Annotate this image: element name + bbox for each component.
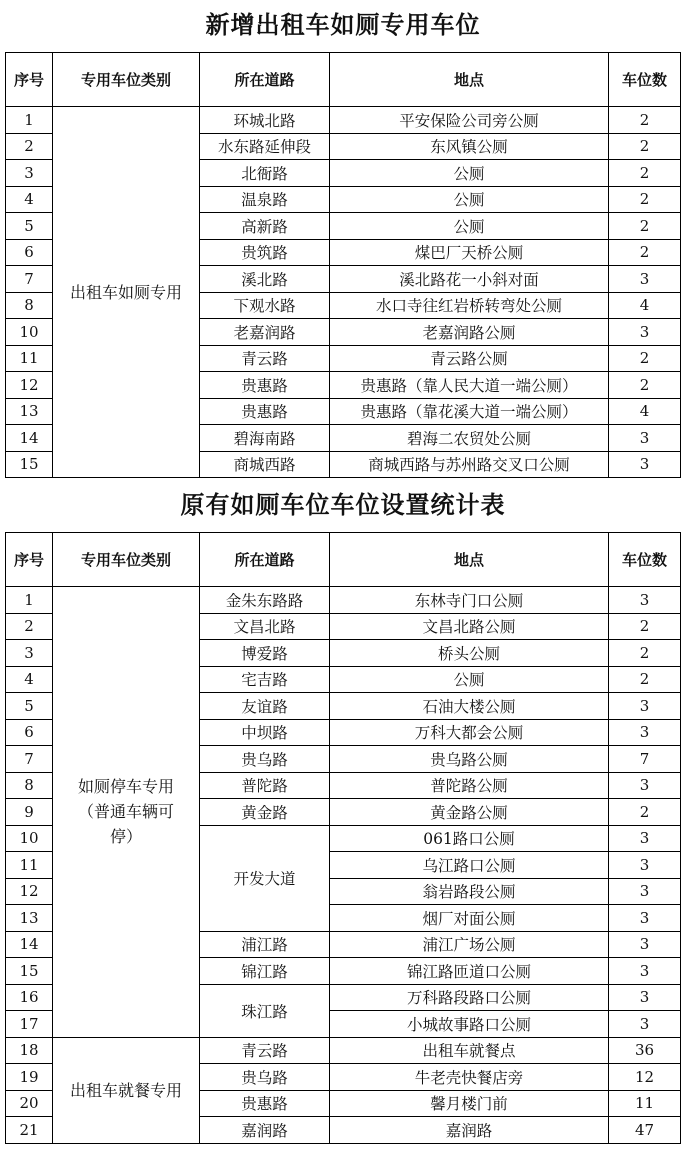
place-cell: 公厕 [330, 186, 609, 213]
row-number: 3 [6, 640, 53, 667]
count-cell: 3 [609, 878, 681, 905]
row-number: 20 [6, 1090, 53, 1117]
header-category: 专用车位类别 [53, 533, 200, 587]
place-cell: 桥头公厕 [330, 640, 609, 667]
road-cell: 中坝路 [200, 719, 330, 746]
place-cell: 水口寺往红岩桥转弯处公厕 [330, 292, 609, 319]
row-number: 6 [6, 719, 53, 746]
road-cell: 浦江路 [200, 931, 330, 958]
place-cell: 商城西路与苏州路交叉口公厕 [330, 451, 609, 478]
header-count: 车位数 [609, 533, 681, 587]
count-cell: 3 [609, 852, 681, 879]
road-cell: 贵惠路 [200, 1090, 330, 1117]
place-cell: 061路口公厕 [330, 825, 609, 852]
table-row [6, 1037, 681, 1064]
count-cell: 3 [609, 451, 681, 478]
count-cell: 2 [609, 160, 681, 187]
row-number: 14 [6, 425, 53, 452]
row-number: 21 [6, 1117, 53, 1144]
count-cell: 3 [609, 587, 681, 614]
count-cell: 3 [609, 266, 681, 293]
row-number: 18 [6, 1037, 53, 1064]
place-cell: 万科大都会公厕 [330, 719, 609, 746]
table-header-row [6, 533, 681, 587]
category-cell: 出租车如厕专用 [53, 107, 200, 478]
header-place: 地点 [330, 533, 609, 587]
place-cell: 碧海二农贸处公厕 [330, 425, 609, 452]
count-cell: 2 [609, 107, 681, 134]
place-cell: 黄金路公厕 [330, 799, 609, 826]
count-cell: 47 [609, 1117, 681, 1144]
row-number: 15 [6, 451, 53, 478]
count-cell: 3 [609, 825, 681, 852]
road-cell: 宅吉路 [200, 666, 330, 693]
count-cell: 11 [609, 1090, 681, 1117]
place-cell: 馨月楼门前 [330, 1090, 609, 1117]
count-cell: 3 [609, 931, 681, 958]
road-cell: 黄金路 [200, 799, 330, 826]
header-category: 专用车位类别 [53, 53, 200, 107]
row-number: 16 [6, 984, 53, 1011]
row-number: 9 [6, 799, 53, 826]
road-cell: 友谊路 [200, 693, 330, 720]
row-number: 12 [6, 372, 53, 399]
row-number: 2 [6, 133, 53, 160]
table-row [6, 587, 681, 614]
count-cell: 12 [609, 1064, 681, 1091]
count-cell: 3 [609, 772, 681, 799]
existing-parking-table [5, 532, 681, 1144]
new-parking-table [5, 52, 681, 478]
count-cell: 3 [609, 719, 681, 746]
count-cell: 2 [609, 640, 681, 667]
road-cell: 下观水路 [200, 292, 330, 319]
count-cell: 2 [609, 213, 681, 240]
count-cell: 2 [609, 372, 681, 399]
header-no: 序号 [6, 533, 53, 587]
row-number: 5 [6, 693, 53, 720]
road-cell: 贵惠路 [200, 372, 330, 399]
road-cell: 高新路 [200, 213, 330, 240]
row-number: 13 [6, 398, 53, 425]
place-cell: 贵惠路（靠花溪大道一端公厕） [330, 398, 609, 425]
road-cell: 贵乌路 [200, 746, 330, 773]
row-number: 8 [6, 772, 53, 799]
header-count: 车位数 [609, 53, 681, 107]
table-row [6, 107, 681, 134]
road-cell: 锦江路 [200, 958, 330, 985]
road-cell: 博爱路 [200, 640, 330, 667]
row-number: 7 [6, 746, 53, 773]
row-number: 10 [6, 825, 53, 852]
count-cell: 2 [609, 186, 681, 213]
row-number: 12 [6, 878, 53, 905]
row-number: 6 [6, 239, 53, 266]
place-cell: 翁岩路段公厕 [330, 878, 609, 905]
road-cell: 碧海南路 [200, 425, 330, 452]
count-cell: 4 [609, 292, 681, 319]
header-road: 所在道路 [200, 533, 330, 587]
table-header-row [6, 53, 681, 107]
count-cell: 2 [609, 799, 681, 826]
count-cell: 3 [609, 693, 681, 720]
count-cell: 2 [609, 613, 681, 640]
place-cell: 东林寺门口公厕 [330, 587, 609, 614]
place-cell: 青云路公厕 [330, 345, 609, 372]
place-cell: 溪北路花一小斜对面 [330, 266, 609, 293]
place-cell: 贵惠路（靠人民大道一端公厕） [330, 372, 609, 399]
count-cell: 7 [609, 746, 681, 773]
road-cell: 贵乌路 [200, 1064, 330, 1091]
road-cell: 北衙路 [200, 160, 330, 187]
row-number: 4 [6, 186, 53, 213]
road-cell: 普陀路 [200, 772, 330, 799]
road-cell: 水东路延伸段 [200, 133, 330, 160]
row-number: 3 [6, 160, 53, 187]
row-number: 1 [6, 107, 53, 134]
place-cell: 公厕 [330, 160, 609, 187]
count-cell: 4 [609, 398, 681, 425]
road-cell: 青云路 [200, 345, 330, 372]
place-cell: 普陀路公厕 [330, 772, 609, 799]
place-cell: 浦江广场公厕 [330, 931, 609, 958]
place-cell: 煤巴厂天桥公厕 [330, 239, 609, 266]
row-number: 10 [6, 319, 53, 346]
road-cell: 温泉路 [200, 186, 330, 213]
road-cell: 青云路 [200, 1037, 330, 1064]
row-number: 13 [6, 905, 53, 932]
road-cell: 开发大道 [200, 825, 330, 931]
count-cell: 3 [609, 1011, 681, 1038]
count-cell: 3 [609, 905, 681, 932]
place-cell: 小城故事路口公厕 [330, 1011, 609, 1038]
count-cell: 2 [609, 239, 681, 266]
row-number: 14 [6, 931, 53, 958]
row-number: 8 [6, 292, 53, 319]
row-number: 15 [6, 958, 53, 985]
category-cell: 出租车就餐专用 [53, 1037, 200, 1143]
row-number: 19 [6, 1064, 53, 1091]
count-cell: 36 [609, 1037, 681, 1064]
place-cell: 烟厂对面公厕 [330, 905, 609, 932]
place-cell: 文昌北路公厕 [330, 613, 609, 640]
road-cell: 贵惠路 [200, 398, 330, 425]
row-number: 17 [6, 1011, 53, 1038]
road-cell: 金朱东路路 [200, 587, 330, 614]
place-cell: 出租车就餐点 [330, 1037, 609, 1064]
row-number: 4 [6, 666, 53, 693]
row-number: 2 [6, 613, 53, 640]
place-cell: 乌江路口公厕 [330, 852, 609, 879]
count-cell: 2 [609, 666, 681, 693]
place-cell: 公厕 [330, 213, 609, 240]
count-cell: 3 [609, 319, 681, 346]
row-number: 11 [6, 345, 53, 372]
row-number: 7 [6, 266, 53, 293]
road-cell: 贵筑路 [200, 239, 330, 266]
count-cell: 3 [609, 425, 681, 452]
road-cell: 珠江路 [200, 984, 330, 1037]
table1-title: 新增出租车如厕专用车位 [205, 11, 481, 39]
place-cell: 石油大楼公厕 [330, 693, 609, 720]
place-cell: 贵乌路公厕 [330, 746, 609, 773]
row-number: 5 [6, 213, 53, 240]
road-cell: 老嘉润路 [200, 319, 330, 346]
count-cell: 3 [609, 984, 681, 1011]
place-cell: 锦江路匝道口公厕 [330, 958, 609, 985]
count-cell: 2 [609, 345, 681, 372]
table2-title: 原有如厕车位车位设置统计表 [180, 491, 506, 519]
place-cell: 老嘉润路公厕 [330, 319, 609, 346]
category-cell: 如厕停车专用（普通车辆可停） [53, 587, 200, 1038]
place-cell: 东风镇公厕 [330, 133, 609, 160]
road-cell: 文昌北路 [200, 613, 330, 640]
road-cell: 溪北路 [200, 266, 330, 293]
row-number: 1 [6, 587, 53, 614]
count-cell: 3 [609, 958, 681, 985]
road-cell: 嘉润路 [200, 1117, 330, 1144]
place-cell: 万科路段路口公厕 [330, 984, 609, 1011]
place-cell: 公厕 [330, 666, 609, 693]
place-cell: 平安保险公司旁公厕 [330, 107, 609, 134]
count-cell: 2 [609, 133, 681, 160]
header-no: 序号 [6, 53, 53, 107]
header-place: 地点 [330, 53, 609, 107]
header-road: 所在道路 [200, 53, 330, 107]
road-cell: 商城西路 [200, 451, 330, 478]
place-cell: 牛老壳快餐店旁 [330, 1064, 609, 1091]
row-number: 11 [6, 852, 53, 879]
road-cell: 环城北路 [200, 107, 330, 134]
place-cell: 嘉润路 [330, 1117, 609, 1144]
